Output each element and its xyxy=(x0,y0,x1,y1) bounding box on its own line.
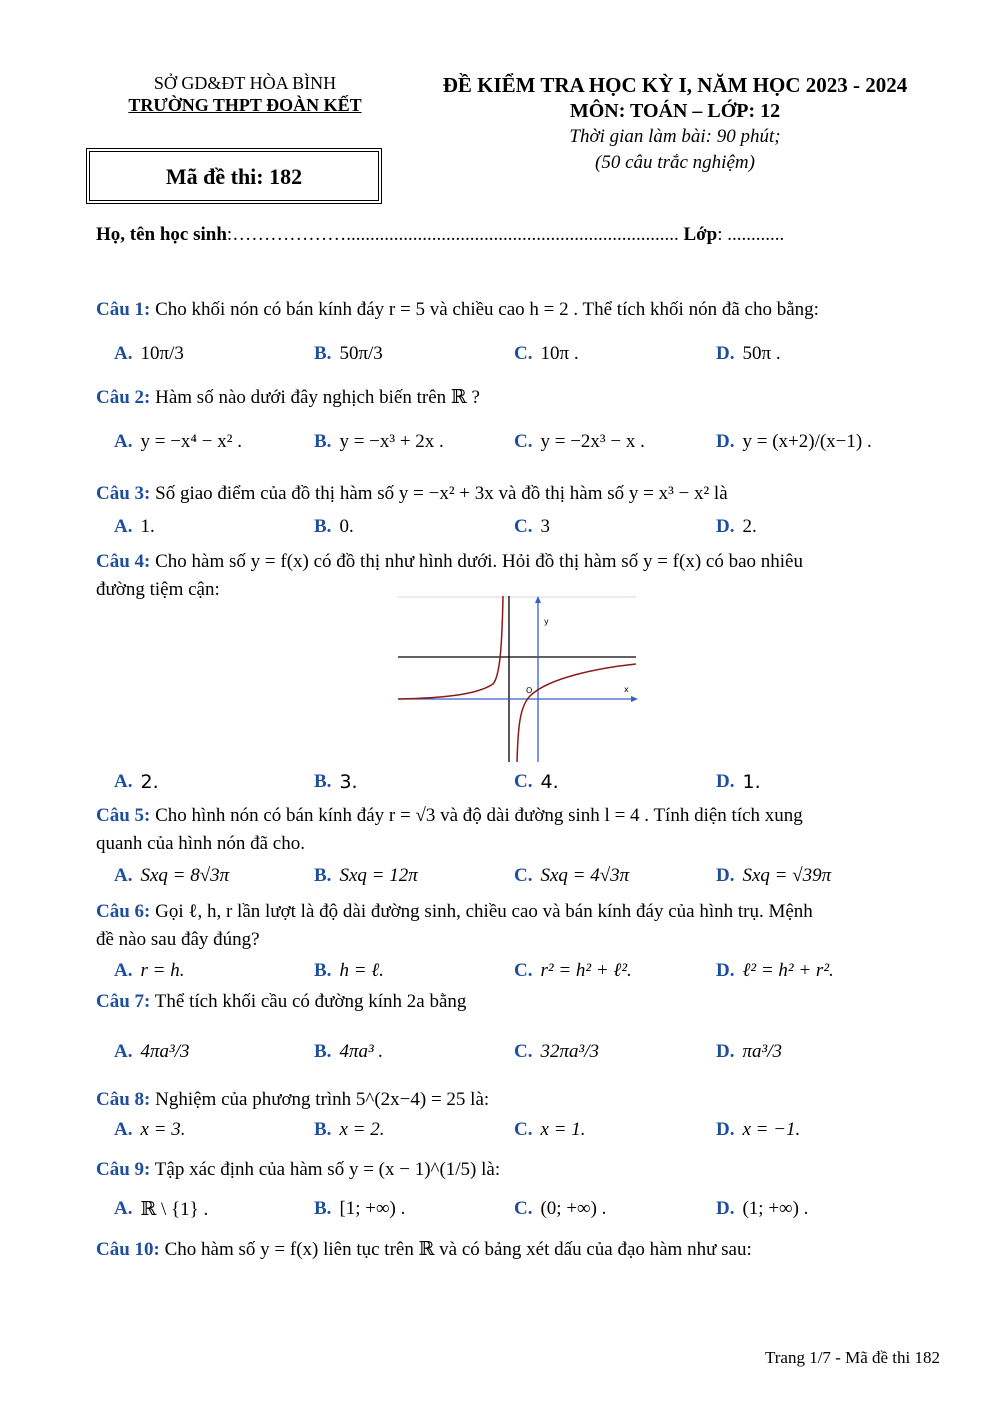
question-text: Thể tích khối cầu có đường kính 2a bằng xyxy=(154,991,467,1012)
option-letter: A. xyxy=(114,865,133,886)
question-3 xyxy=(96,480,946,508)
option-value: 4. xyxy=(540,771,559,793)
option-d[interactable] xyxy=(716,954,834,988)
option-letter: B. xyxy=(314,516,332,537)
option-letter: C. xyxy=(514,431,533,452)
option-d[interactable] xyxy=(716,1024,782,1080)
question-5 xyxy=(96,802,946,858)
question-9 xyxy=(96,1156,946,1184)
option-letter: D. xyxy=(716,343,735,364)
option-letter: C. xyxy=(514,865,533,886)
option-a[interactable] xyxy=(114,766,159,798)
option-value: 1. xyxy=(742,771,761,793)
exam-code-box xyxy=(86,148,382,204)
option-b[interactable] xyxy=(314,766,358,798)
option-letter: B. xyxy=(314,343,332,364)
question-text: Nghiệm của phương trình 5^(2x−4) = 25 là: xyxy=(155,1089,490,1110)
option-b[interactable] xyxy=(314,954,384,988)
option-value: ℓ² = h² + r². xyxy=(742,960,834,981)
option-c[interactable] xyxy=(514,1024,599,1080)
option-value: y = (x+2)/(x−1) . xyxy=(742,431,872,452)
option-letter: A. xyxy=(114,343,133,364)
option-letter: C. xyxy=(514,1041,533,1062)
option-b[interactable] xyxy=(314,858,418,894)
option-value: x = 2. xyxy=(339,1119,385,1140)
department-name: SỞ GD&ĐT HÒA BÌNH xyxy=(153,73,337,93)
option-b[interactable] xyxy=(314,420,444,464)
option-value: 3 xyxy=(540,516,550,537)
y-axis-label: y xyxy=(544,617,549,626)
option-c[interactable] xyxy=(514,1114,586,1146)
question-10 xyxy=(96,1236,946,1264)
option-value: 32πa³/3 xyxy=(540,1041,599,1062)
question-number: Câu 1: xyxy=(96,299,151,320)
question-text: Cho hàm số y = f(x) liên tục trên ℝ và có bảng xét dấu của đạo hàm như sau: xyxy=(164,1239,752,1260)
option-b[interactable] xyxy=(314,1024,383,1080)
question-text: Gọi ℓ, h, r lần lượt là độ dài đường sinh, chiều cao và bán kính đáy của hình trụ. Mệnh xyxy=(155,901,813,922)
option-letter: A. xyxy=(114,516,133,537)
exam-time: Thời gian làm bài: 90 phút; xyxy=(569,126,781,147)
option-letter: D. xyxy=(716,771,735,792)
function-graph xyxy=(398,596,638,762)
option-value: 4πa³ . xyxy=(339,1041,384,1062)
option-value: h = ℓ. xyxy=(339,960,384,981)
option-letter: C. xyxy=(514,771,533,792)
option-letter: A. xyxy=(114,431,133,452)
header-right xyxy=(405,72,945,176)
question-number: Câu 10: xyxy=(96,1239,160,1260)
options-3 xyxy=(96,510,946,544)
options-4 xyxy=(96,766,946,798)
question-text: Tập xác định của hàm số y = (x − 1)^(1/5) là: xyxy=(154,1159,501,1180)
options-1 xyxy=(96,330,946,378)
exam-question-count: (50 câu trắc nghiệm) xyxy=(595,152,755,173)
option-letter: C. xyxy=(514,516,533,537)
options-7 xyxy=(96,1024,946,1080)
option-letter: B. xyxy=(314,865,332,886)
option-value: (1; +∞) . xyxy=(742,1198,809,1219)
option-letter: A. xyxy=(114,1119,133,1140)
option-value: 2. xyxy=(140,771,159,793)
option-letter: A. xyxy=(114,1198,133,1219)
option-b[interactable] xyxy=(314,510,354,544)
options-8 xyxy=(96,1114,946,1146)
question-text-continued: quanh của hình nón đã cho. xyxy=(96,833,305,854)
option-d[interactable] xyxy=(716,420,872,464)
option-d[interactable] xyxy=(716,766,761,798)
option-a[interactable] xyxy=(114,330,184,378)
option-letter: D. xyxy=(716,516,735,537)
option-letter: D. xyxy=(716,1198,735,1219)
option-letter: B. xyxy=(314,1041,332,1062)
option-value: 4πa³/3 xyxy=(140,1041,190,1062)
question-8 xyxy=(96,1086,946,1114)
page-footer: Trang 1/7 - Mã đề thi 182 xyxy=(764,1348,940,1367)
question-text: Số giao điểm của đồ thị hàm số y = −x² + 3x và đồ thị hàm số y = x³ − x² là xyxy=(155,483,728,504)
option-value: 3. xyxy=(339,771,358,793)
header-left xyxy=(100,72,390,116)
question-text: Cho khối nón có bán kính đáy r = 5 và chiều cao h = 2 . Thể tích khối nón đã cho bằng: xyxy=(155,299,819,320)
option-letter: C. xyxy=(514,1119,533,1140)
option-d[interactable] xyxy=(716,1192,808,1226)
option-value: Sxq = 8√3π xyxy=(140,865,230,886)
class-label: Lớp xyxy=(683,224,718,245)
option-value: πa³/3 xyxy=(742,1041,782,1062)
question-number: Câu 3: xyxy=(96,483,151,504)
options-9 xyxy=(96,1192,946,1226)
question-6 xyxy=(96,898,946,954)
option-value: 10π . xyxy=(540,343,579,364)
question-2 xyxy=(96,384,946,412)
option-letter: D. xyxy=(716,960,735,981)
option-b[interactable] xyxy=(314,1114,384,1146)
option-c[interactable] xyxy=(514,766,559,798)
option-c[interactable] xyxy=(514,858,629,894)
option-value: 50π/3 xyxy=(339,343,383,364)
option-value: 1. xyxy=(140,516,155,537)
option-letter: C. xyxy=(514,1198,533,1219)
option-value: Sxq = √39π xyxy=(742,865,832,886)
option-d[interactable] xyxy=(716,510,757,544)
option-d[interactable] xyxy=(716,1114,800,1146)
x-axis-label: x xyxy=(624,685,629,694)
option-value: 10π/3 xyxy=(140,343,184,364)
curve-left-branch xyxy=(398,596,503,699)
option-letter: B. xyxy=(314,431,332,452)
question-number: Câu 6: xyxy=(96,901,151,922)
option-value: r² = h² + ℓ². xyxy=(540,960,632,981)
question-number: Câu 8: xyxy=(96,1089,151,1110)
option-b[interactable] xyxy=(314,330,383,378)
class-dots: : ............ xyxy=(717,224,785,245)
question-text-continued: đường tiệm cận: xyxy=(96,579,220,600)
option-a[interactable] xyxy=(114,858,229,894)
question-number: Câu 4: xyxy=(96,551,151,572)
option-a[interactable] xyxy=(114,954,184,988)
option-letter: D. xyxy=(716,1119,735,1140)
option-value: Sxq = 12π xyxy=(339,865,418,886)
question-text-continued: đề nào sau đây đúng? xyxy=(96,929,260,950)
curve-right-branch xyxy=(517,664,636,762)
option-value: r = h. xyxy=(140,960,185,981)
option-value: y = −x⁴ − x² . xyxy=(140,431,242,452)
option-letter: B. xyxy=(314,1119,332,1140)
student-name-dots: :………………...................................................................... xyxy=(226,224,684,245)
exam-subject: MÔN: TOÁN – LỚP: 12 xyxy=(569,100,781,122)
option-letter: D. xyxy=(716,1041,735,1062)
question-number: Câu 2: xyxy=(96,387,151,408)
option-value: x = 1. xyxy=(540,1119,586,1140)
option-letter: B. xyxy=(314,771,332,792)
option-c[interactable] xyxy=(514,420,645,464)
option-c[interactable] xyxy=(514,510,550,544)
student-name-label: Họ, tên học sinh xyxy=(96,224,227,245)
option-value: x = −1. xyxy=(742,1119,801,1140)
option-a[interactable] xyxy=(114,510,155,544)
school-name: TRƯỜNG THPT ĐOÀN KẾT xyxy=(128,95,362,115)
options-6 xyxy=(96,954,946,988)
question-text: Cho hàm số y = f(x) có đồ thị như hình dưới. Hỏi đồ thị hàm số y = f(x) có bao nhiêu xyxy=(155,551,803,572)
question-number: Câu 5: xyxy=(96,805,151,826)
option-a[interactable] xyxy=(114,420,242,464)
option-value: (0; +∞) . xyxy=(540,1198,607,1219)
question-1 xyxy=(96,296,946,324)
option-letter: D. xyxy=(716,431,735,452)
origin-label: O xyxy=(526,686,533,695)
option-a[interactable] xyxy=(114,1192,208,1226)
question-text: Hàm số nào dưới đây nghịch biến trên ℝ ? xyxy=(155,387,480,408)
option-a[interactable] xyxy=(114,1114,186,1146)
option-value: 0. xyxy=(339,516,354,537)
option-c[interactable] xyxy=(514,330,579,378)
option-letter: B. xyxy=(314,1198,332,1219)
question-text: Cho hình nón có bán kính đáy r = √3 và độ dài đường sinh l = 4 . Tính diện tích xung xyxy=(155,805,803,826)
option-value: y = −x³ + 2x . xyxy=(339,431,444,452)
option-b[interactable] xyxy=(314,1192,405,1226)
option-letter: A. xyxy=(114,771,133,792)
option-c[interactable] xyxy=(514,1192,606,1226)
option-d[interactable] xyxy=(716,858,831,894)
question-7 xyxy=(96,988,946,1016)
option-value: 50π . xyxy=(742,343,781,364)
options-2 xyxy=(96,420,946,464)
student-info xyxy=(96,224,784,246)
option-letter: C. xyxy=(514,960,533,981)
exam-title: ĐỀ KIỂM TRA HỌC KỲ I, NĂM HỌC 2023 - 2024 xyxy=(442,73,908,97)
option-letter: B. xyxy=(314,960,332,981)
option-value: Sxq = 4√3π xyxy=(540,865,630,886)
exam-code: Mã đề thi: 182 xyxy=(165,164,303,189)
question-number: Câu 9: xyxy=(96,1159,151,1180)
option-d[interactable] xyxy=(716,330,781,378)
option-value: 2. xyxy=(742,516,757,537)
option-value: ℝ \ {1} . xyxy=(140,1198,209,1220)
option-value: x = 3. xyxy=(140,1119,186,1140)
option-letter: A. xyxy=(114,960,133,981)
question-number: Câu 7: xyxy=(96,991,151,1012)
option-a[interactable] xyxy=(114,1024,189,1080)
option-letter: C. xyxy=(514,343,533,364)
option-letter: A. xyxy=(114,1041,133,1062)
option-value: y = −2x³ − x . xyxy=(540,431,645,452)
option-value: [1; +∞) . xyxy=(339,1198,406,1219)
option-letter: D. xyxy=(716,865,735,886)
x-axis-arrow xyxy=(631,696,638,702)
options-5 xyxy=(96,858,946,894)
option-c[interactable] xyxy=(514,954,632,988)
